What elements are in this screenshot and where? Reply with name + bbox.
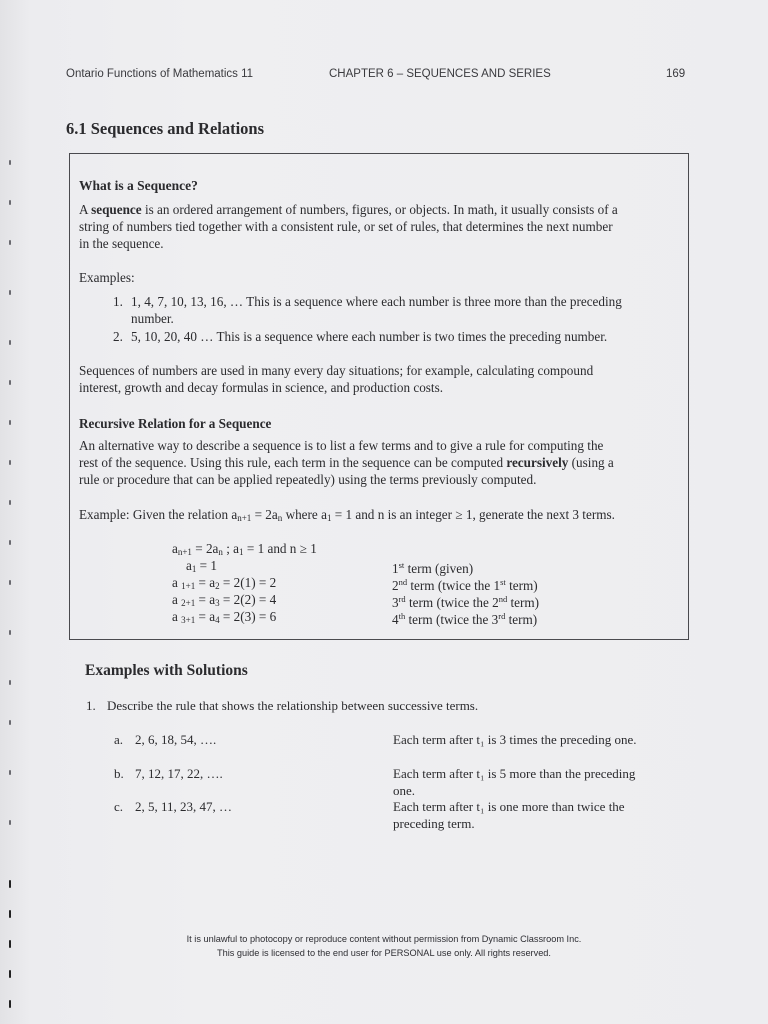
book-title: Ontario Functions of Mathematics 11 [66,68,254,80]
definition-paragraph [79,201,685,252]
part-sequence: 7, 12, 17, 22, …. [135,766,223,781]
example-1-text: 1, 4, 7, 10, 13, 16, … This is a sequence where each number is three more than the preceding number. [131,294,622,326]
work-row-lhs: a $_{1+1} = a_2 = 2(1) = 2$ [172,575,277,591]
part-answer: Each term after t₁ is 3 times the preceding one. [393,732,637,747]
work-row-rhs: 3rd term (twice the 2nd term) [392,594,540,610]
example-2-text: 5, 10, 20, 40 … This is a sequence where each number is two times the preceding number. [131,329,608,344]
definition-line-1: A sequence is an ordered arrangement of numbers, figures, or objects. In math, it usually consists of a [79,202,618,217]
part-label: b. [114,766,124,781]
work-row-rhs: 1st term (given) [392,560,474,576]
example-prompt: Example: Given the relation $a_{n+1} = 2a_n$ where $a_1 = 1$ and n is an integer ≥ 1, generate the next 3 terms. [79,507,615,523]
question-1-number: 1. [86,698,96,713]
definition-line-3: in the sequence. [79,236,164,251]
examples-label: Examples: [79,270,135,285]
recursive-term: recursively [506,455,569,470]
work-row-lhs: $a_1 = 1$ [186,558,217,574]
definition-box [69,153,689,640]
part-label: c. [114,799,124,814]
usage-paragraph: Sequences of numbers are used in many every day situations; for example, calculating compound interest, growth and decay formulas in science, and production costs. [79,363,594,395]
work-row-rhs [392,540,632,557]
example-2-number: 2. [113,329,123,344]
box-heading: What is a Sequence? [79,178,198,193]
examples-with-solutions-title: Examples with Solutions [85,662,248,679]
definition-line-2: string of numbers tied together with a consistent rule, or set of rules, that determines the next number [79,219,613,234]
section-title: 6.1 Sequences and Relations [66,119,265,138]
example-1-number: 1. [113,294,123,309]
recursive-heading: Recursive Relation for a Sequence [79,416,272,431]
definition-term: sequence [91,202,142,217]
work-row-lhs: a $_{2+1} = a_3 = 2(2) = 4$ [172,592,277,608]
page-number: 169 [666,68,686,80]
work-lhs-column [172,540,372,625]
chapter-title: CHAPTER 6 – SEQUENCES AND SERIES [329,68,551,80]
work-row-lhs: $a_{n+1} = 2a_n$ ; $a_1 = 1$ and n ≥ 1 [172,541,317,557]
part-answer: Each term after t₁ is 5 more than the preceding one. [393,766,636,798]
part-answer: Each term after t₁ is one more than twice the preceding term. [393,799,625,831]
question-1-text: Describe the rule that shows the relationship between successive terms. [107,698,479,713]
work-row-rhs: 2nd term (twice the 1st term) [392,577,538,593]
work-rhs-column [392,540,632,625]
part-label: a. [114,732,124,747]
recursive-paragraph: An alternative way to describe a sequence is to list a few terms and to give a rule for computing the rest of the sequence. Using this rule, each term in the sequence can be computed recursively (using a rule or procedure that can be applied repeatedly) using the terms previously computed. [79,438,614,487]
footer-license-line: This guide is licensed to the end user for PERSONAL use only. All rights reserved. [217,948,551,958]
footer-copyright-line: It is unlawful to photocopy or reproduce content without permission from Dynamic Classroom Inc. [186,934,582,944]
part-sequence: 2, 5, 11, 23, 47, … [135,799,233,814]
part-sequence: 2, 6, 18, 54, …. [135,732,217,747]
work-row-lhs: a $_{3+1} = a_4 = 2(3) = 6$ [172,609,277,625]
work-row-rhs: 4th term (twice the 3rd term) [392,611,538,627]
